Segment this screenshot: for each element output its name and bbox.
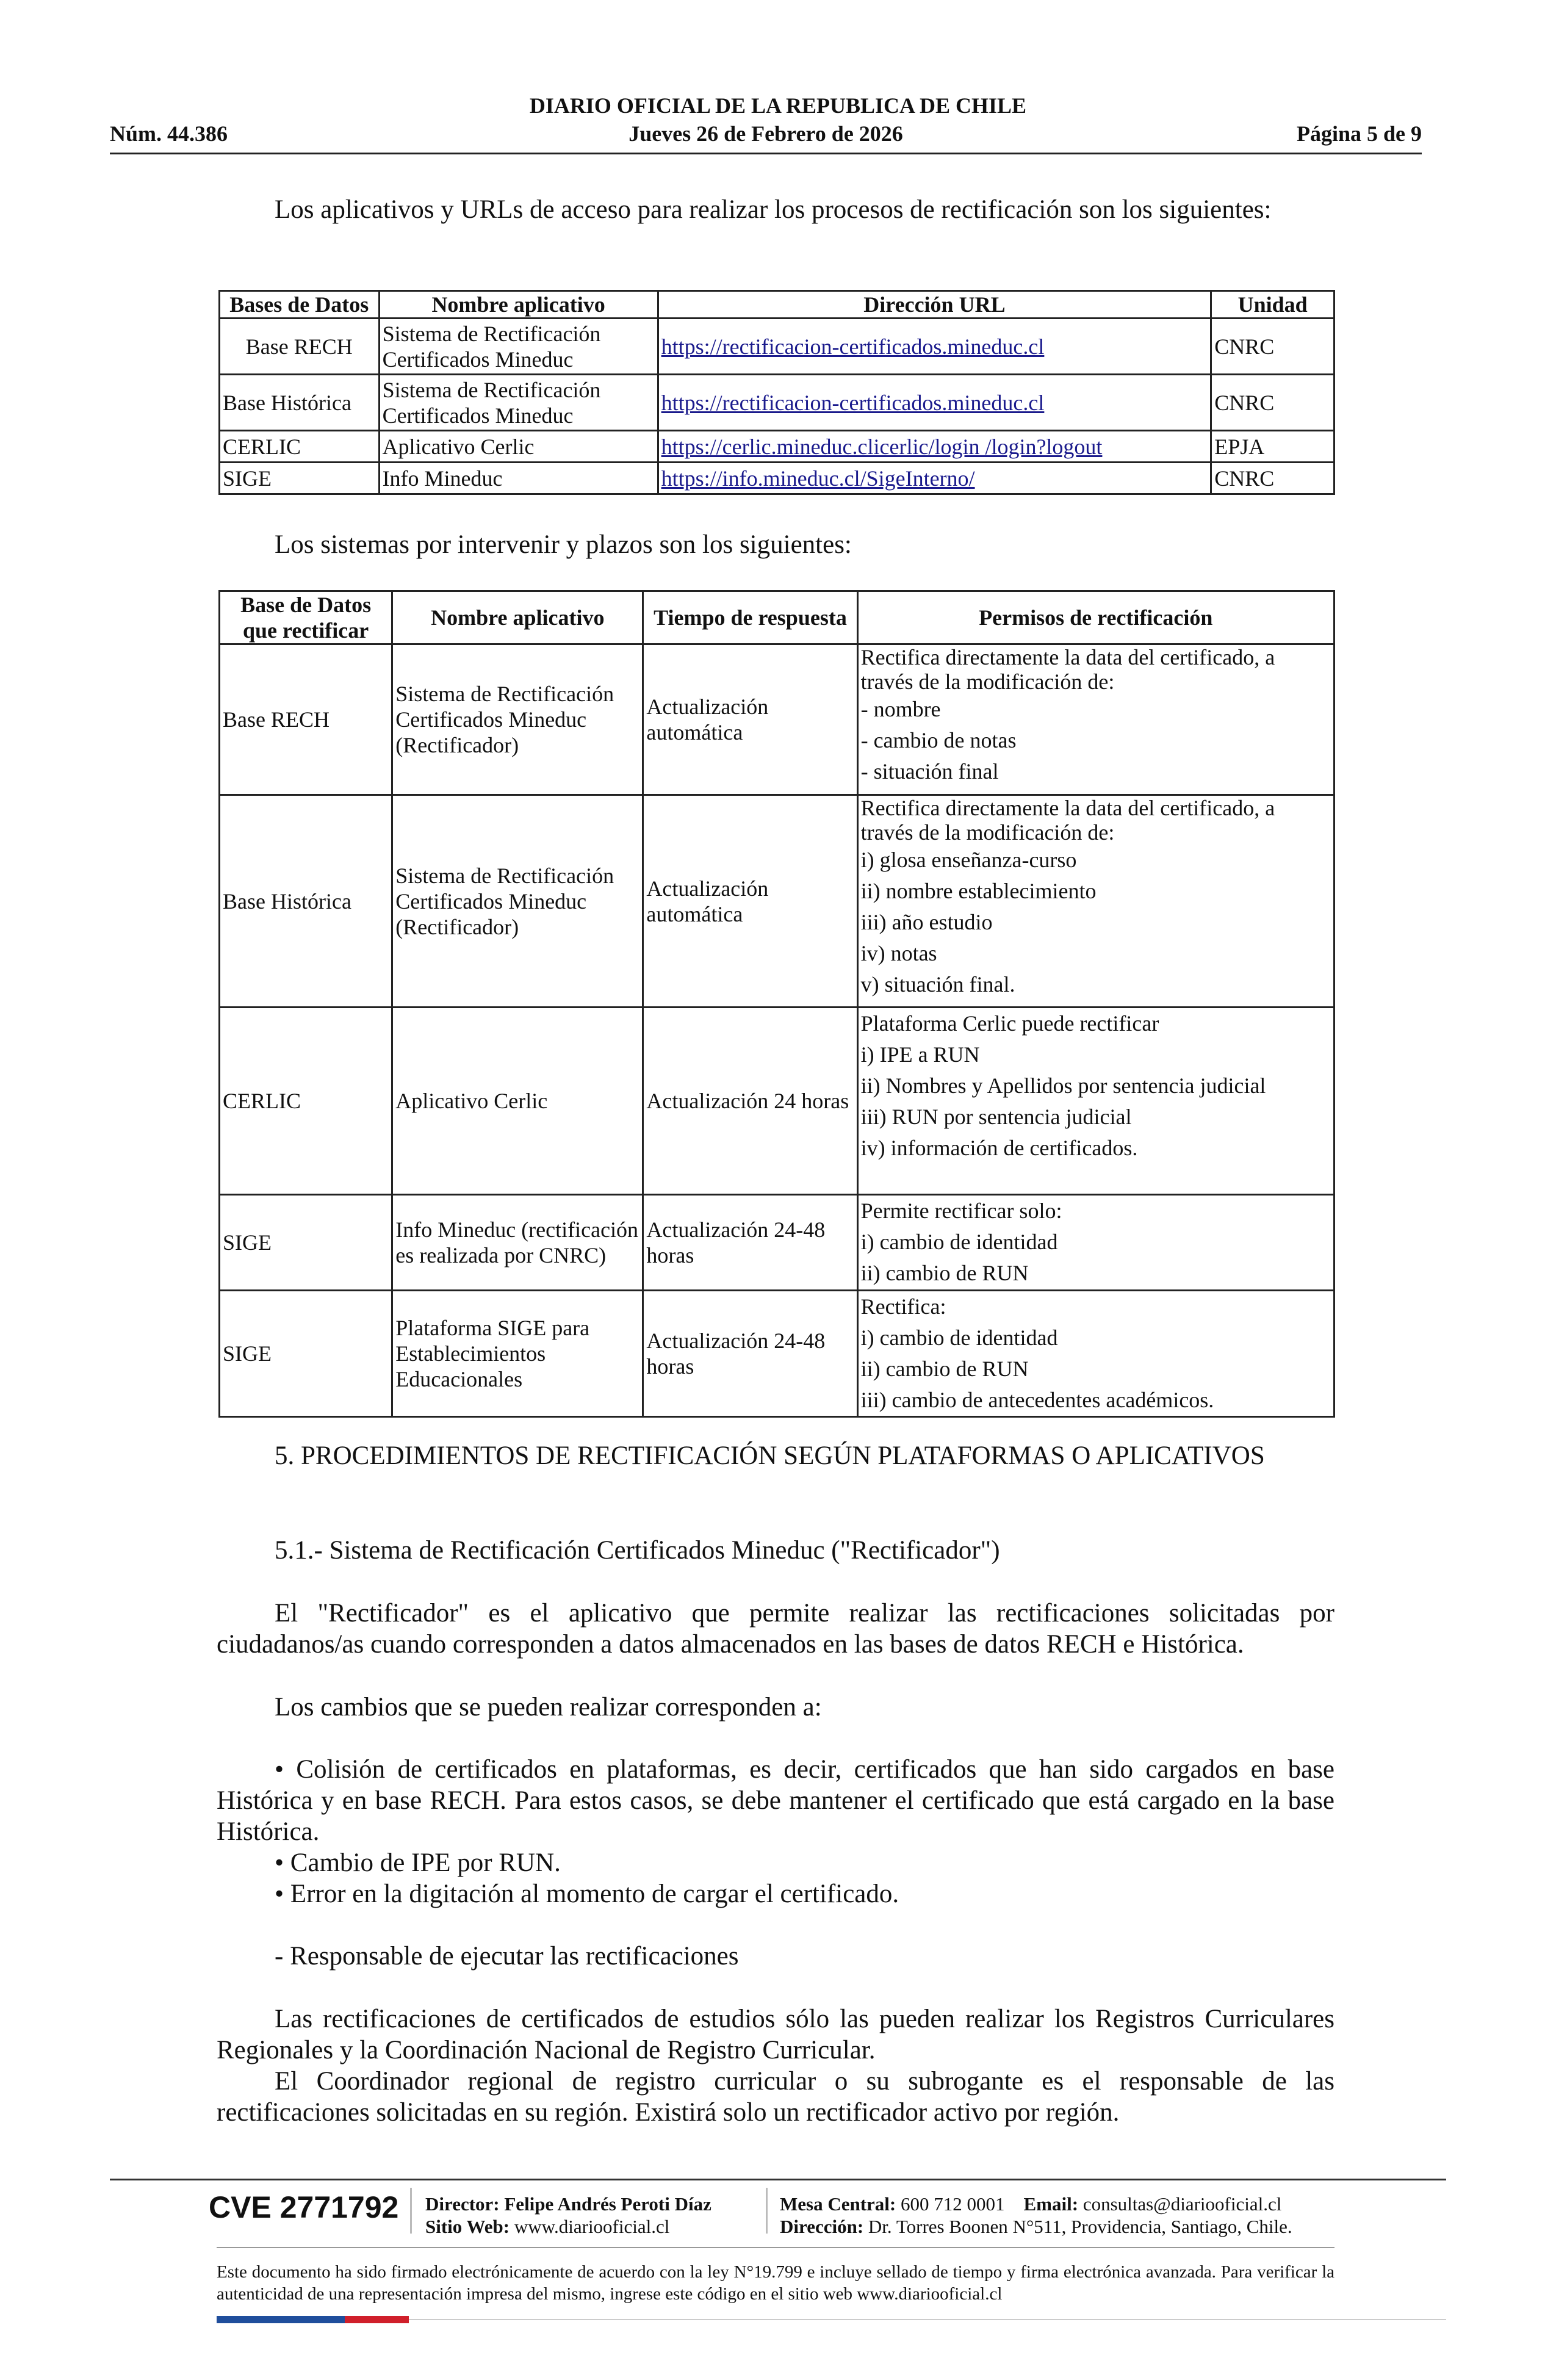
- table-row: [220, 375, 1334, 431]
- responsible-heading: - Responsable de ejecutar las rectificaciones: [275, 1942, 739, 1971]
- permission-line: Plataforma Cerlic puede rectificar: [860, 1011, 1159, 1036]
- table-row: [220, 644, 1334, 795]
- col-header-url: Dirección URL: [658, 291, 1211, 319]
- cell-permissions: [857, 795, 1334, 1008]
- website-link[interactable]: www.diariooficial.cl: [514, 2216, 670, 2237]
- cell-unit: CNRC: [1211, 463, 1334, 494]
- permission-line: Rectifica directamente la data del certificado, a través de la modificación de:: [860, 645, 1275, 694]
- header-divider: [110, 153, 1422, 154]
- permission-line: iii) año estudio: [860, 910, 993, 934]
- cell-database: Base RECH: [220, 319, 380, 375]
- cve-code: CVE 2771792: [209, 2190, 399, 2224]
- bullet-item: • Error en la digitación al momento de cargar el certificado.: [275, 1880, 899, 1908]
- footer-divider: [110, 2179, 1446, 2180]
- footer-tail-line: [409, 2319, 1446, 2320]
- cell-database: Base RECH: [220, 644, 392, 795]
- permission-line: ii) cambio de RUN: [860, 1261, 1029, 1285]
- permission-line: i) cambio de identidad: [860, 1325, 1058, 1350]
- url-link[interactable]: https://info.mineduc.cl/SigeInterno/: [661, 466, 975, 491]
- cell-database: CERLIC: [220, 1008, 392, 1195]
- footer-separator: [766, 2188, 768, 2234]
- applications-table: [218, 290, 1335, 495]
- table-row: [220, 431, 1334, 463]
- cell-app-name: Aplicativo Cerlic: [392, 1008, 643, 1195]
- cell-permissions: [857, 644, 1334, 795]
- bullet-item: • Cambio de IPE por RUN.: [275, 1848, 561, 1877]
- permission-line: i) glosa enseñanza-curso: [860, 848, 1077, 872]
- intro-paragraph: Los aplicativos y URLs de acceso para realizar los procesos de rectificación son los siguientes:: [275, 195, 1272, 224]
- cell-app-name: Info Mineduc (rectificación es realizada por CNRC): [392, 1195, 643, 1291]
- page-number: Página 5 de 9: [1296, 121, 1422, 146]
- url-link[interactable]: https://rectificacion-certificados.mineduc.cl: [661, 390, 1045, 415]
- footer-director-block: Director: Felipe Andrés Peroti Díaz Sitio Web: www.diariooficial.cl: [425, 2193, 711, 2237]
- cell-response-time: Actualización 24-48 horas: [643, 1195, 857, 1291]
- cell-database: Base Histórica: [220, 375, 380, 431]
- cell-app-name: Aplicativo Cerlic: [379, 431, 658, 463]
- cell-response-time: Actualización 24 horas: [643, 1008, 857, 1195]
- cell-unit: CNRC: [1211, 319, 1334, 375]
- newspaper-title: DIARIO OFICIAL DE LA REPUBLICA DE CHILE: [529, 93, 1027, 118]
- bullet-item: • Colisión de certificados en plataformas, es decir, certificados que han sido cargados en base Histórica y en base RECH. Para estos casos, se debe mantener el certificado que está cargado en la base Histórica.: [217, 1755, 1334, 1846]
- cell-database: SIGE: [220, 463, 380, 494]
- cell-database: Base Histórica: [220, 795, 392, 1008]
- cell-app-name: Plataforma SIGE para Establecimientos Educacionales: [392, 1291, 643, 1417]
- col-header-database: Base de Datos que rectificar: [220, 591, 392, 644]
- cell-app-name: Sistema de Rectificación Certificados Mineduc: [379, 319, 658, 375]
- url-link[interactable]: https://cerlic.mineduc.clicerlic/login /login?logout: [661, 434, 1103, 459]
- table-row: [220, 1008, 1334, 1195]
- permission-line: iv) información de certificados.: [860, 1136, 1138, 1160]
- section-5-heading: 5. PROCEDIMIENTOS DE RECTIFICACIÓN SEGÚN PLATAFORMAS O APLICATIVOS: [275, 1441, 1265, 1470]
- permission-line: - nombre: [860, 697, 941, 721]
- cell-app-name: Sistema de Rectificación Certificados Mineduc (Rectificador): [392, 644, 643, 795]
- col-header-response-time: Tiempo de respuesta: [643, 591, 857, 644]
- cell-app-name: Sistema de Rectificación Certificados Mineduc (Rectificador): [392, 795, 643, 1008]
- col-header-database: Bases de Datos: [220, 291, 380, 319]
- col-header-app-name: Nombre aplicativo: [379, 291, 658, 319]
- paragraph: Los cambios que se pueden realizar corresponden a:: [275, 1693, 822, 1722]
- signature-note: Este documento ha sido firmado electrónicamente de acuerdo con la ley N°19.799 e incluye sellado de tiempo y firma electrónica avanzada. Para verificar la autenticidad de una representación impresa del mismo, ingrese este código en el sitio web www.diariooficial.cl: [217, 2262, 1334, 2304]
- table-header-row: [220, 291, 1334, 319]
- table-row: [220, 795, 1334, 1008]
- cell-response-time: Actualización automática: [643, 795, 857, 1008]
- cell-database: CERLIC: [220, 431, 380, 463]
- cell-app-name: Info Mineduc: [379, 463, 658, 494]
- cell-app-name: Sistema de Rectificación Certificados Mineduc: [379, 375, 658, 431]
- systems-table: [218, 590, 1335, 1418]
- permission-line: iv) notas: [860, 941, 937, 965]
- permission-line: ii) nombre establecimiento: [860, 879, 1097, 903]
- section-5-1-heading: 5.1.- Sistema de Rectificación Certificados Mineduc ("Rectificador"): [275, 1536, 1000, 1565]
- cell-permissions: [857, 1291, 1334, 1417]
- paragraph: El "Rectificador" es el aplicativo que permite realizar las rectificaciones solicitadas por ciudadanos/as cuando corresponden a datos almacenados en las bases de datos RECH e Histórica.: [217, 1599, 1334, 1659]
- permission-line: iii) RUN por sentencia judicial: [860, 1105, 1132, 1129]
- systems-intro: Los sistemas por intervenir y plazos son los siguientes:: [275, 530, 852, 559]
- paragraph: El Coordinador regional de registro curricular o su subrogante es el responsable de las rectificaciones solicitadas en su región. Existirá solo un rectificador activo por región.: [217, 2067, 1334, 2127]
- permission-line: Rectifica directamente la data del certificado, a través de la modificación de:: [860, 796, 1275, 845]
- col-header-app-name: Nombre aplicativo: [392, 591, 643, 644]
- permission-line: ii) cambio de RUN: [860, 1357, 1029, 1381]
- permission-line: - cambio de notas: [860, 728, 1017, 752]
- permission-line: Permite rectificar solo:: [860, 1199, 1062, 1223]
- cell-unit: EPJA: [1211, 431, 1334, 463]
- table-header-row: [220, 591, 1334, 644]
- footer-contact-block: Mesa Central: 600 712 0001 Email: consultas@diariooficial.cl Dirección: Dr. Torres Boonen N°511, Providencia, Santiago, Chile.: [780, 2193, 1292, 2237]
- table-row: [220, 1291, 1334, 1417]
- issue-date: Jueves 26 de Febrero de 2026: [629, 121, 903, 146]
- cell-permissions: [857, 1008, 1334, 1195]
- permission-line: i) cambio de identidad: [860, 1230, 1058, 1254]
- permission-line: i) IPE a RUN: [860, 1042, 980, 1067]
- cell-response-time: Actualización automática: [643, 644, 857, 795]
- cell-database: SIGE: [220, 1195, 392, 1291]
- issue-number: Núm. 44.386: [110, 121, 228, 146]
- table-row: [220, 319, 1334, 375]
- permission-line: - situación final: [860, 759, 999, 784]
- permission-line: iii) cambio de antecedentes académicos.: [860, 1388, 1214, 1412]
- table-row: [220, 463, 1334, 494]
- col-header-unit: Unidad: [1211, 291, 1334, 319]
- footer-thin-divider: [217, 2247, 1334, 2248]
- flag-segment: [345, 2316, 409, 2323]
- permission-line: ii) Nombres y Apellidos por sentencia judicial: [860, 1073, 1266, 1098]
- col-header-permissions: Permisos de rectificación: [857, 591, 1334, 644]
- permission-line: Rectifica:: [860, 1294, 946, 1319]
- email-link[interactable]: consultas@diariooficial.cl: [1082, 2193, 1282, 2215]
- url-link[interactable]: https://rectificacion-certificados.mineduc.cl: [661, 334, 1045, 359]
- cell-database: SIGE: [220, 1291, 392, 1417]
- footer-separator: [410, 2188, 412, 2234]
- cell-permissions: [857, 1195, 1334, 1291]
- paragraph: Las rectificaciones de certificados de estudios sólo las pueden realizar los Registros Curriculares Regionales y la Coordinación Nacional de Registro Curricular.: [217, 2005, 1334, 2064]
- flag-segment: [217, 2316, 281, 2323]
- flag-segment: [281, 2316, 345, 2323]
- header-row: [110, 121, 1422, 149]
- flag-stripe: [217, 2316, 409, 2323]
- table-row: [220, 1195, 1334, 1291]
- cell-unit: CNRC: [1211, 375, 1334, 431]
- permission-line: v) situación final.: [860, 972, 1015, 997]
- cell-response-time: Actualización 24-48 horas: [643, 1291, 857, 1417]
